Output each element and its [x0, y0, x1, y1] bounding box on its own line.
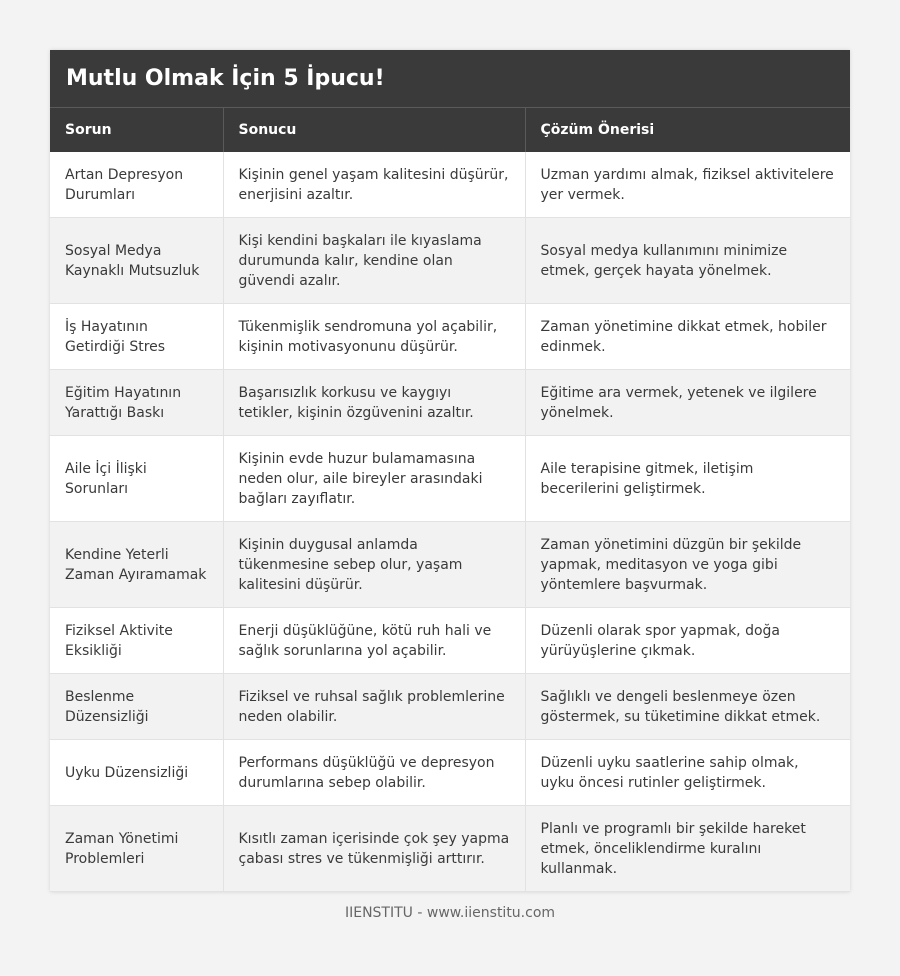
table-row [50, 218, 850, 304]
table-header-row [50, 108, 850, 152]
cell-problem: Beslenme Düzensizliği [50, 674, 223, 740]
cell-solution: Düzenli olarak spor yapmak, doğa yürüyüşlerine çıkmak. [525, 608, 850, 674]
cell-solution: Sağlıklı ve dengeli beslenmeye özen göstermek, su tüketimine dikkat etmek. [525, 674, 850, 740]
cell-result: Kişi kendini başkaları ile kıyaslama durumunda kalır, kendine olan güvendi azalır. [223, 218, 525, 304]
cell-solution: Zaman yönetimini düzgün bir şekilde yapmak, meditasyon ve yoga gibi yöntemlere başvurmak. [525, 522, 850, 608]
cell-problem: Sosyal Medya Kaynaklı Mutsuzluk [50, 218, 223, 304]
footer-credit: IIENSTITU - www.iienstitu.com [344, 905, 556, 921]
cell-result: Enerji düşüklüğüne, kötü ruh hali ve sağlık sorunlarına yol açabilir. [223, 608, 525, 674]
cell-solution: Zaman yönetimine dikkat etmek, hobiler edinmek. [525, 304, 850, 370]
cell-problem: Uyku Düzensizliği [50, 740, 223, 806]
cell-solution: Aile terapisine gitmek, iletişim becerilerini geliştirmek. [525, 436, 850, 522]
cell-problem: Artan Depresyon Durumları [50, 152, 223, 218]
cell-result: Tükenmişlik sendromuna yol açabilir, kişinin motivasyonunu düşürür. [223, 304, 525, 370]
cell-solution: Eğitime ara vermek, yetenek ve ilgilere yönelmek. [525, 370, 850, 436]
table-row [50, 522, 850, 608]
cell-problem: İş Hayatının Getirdiği Stres [50, 304, 223, 370]
cell-result: Fiziksel ve ruhsal sağlık problemlerine neden olabilir. [223, 674, 525, 740]
cell-solution: Sosyal medya kullanımını minimize etmek, gerçek hayata yönelmek. [525, 218, 850, 304]
cell-result: Kişinin evde huzur bulamamasına neden olur, aile bireyler arasındaki bağları zayıflatır. [223, 436, 525, 522]
cell-problem: Kendine Yeterli Zaman Ayıramamak [50, 522, 223, 608]
cell-solution: Uzman yardımı almak, fiziksel aktivitelere yer vermek. [525, 152, 850, 218]
table-title: Mutlu Olmak İçin 5 İpucu! [50, 50, 850, 108]
column-header-problem: Sorun [50, 108, 223, 152]
table-row [50, 806, 850, 892]
cell-problem: Aile İçi İlişki Sorunları [50, 436, 223, 522]
cell-problem: Zaman Yönetimi Problemleri [50, 806, 223, 892]
tips-table [50, 108, 850, 892]
table-row [50, 740, 850, 806]
column-header-result: Sonucu [223, 108, 525, 152]
cell-solution: Düzenli uyku saatlerine sahip olmak, uyku öncesi rutinler geliştirmek. [525, 740, 850, 806]
table-row [50, 436, 850, 522]
cell-problem: Eğitim Hayatının Yarattığı Baskı [50, 370, 223, 436]
cell-solution: Planlı ve programlı bir şekilde hareket etmek, önceliklendirme kuralını kullanmak. [525, 806, 850, 892]
cell-result: Kişinin genel yaşam kalitesini düşürür, enerjisini azaltır. [223, 152, 525, 218]
table-row [50, 370, 850, 436]
column-header-solution: Çözüm Önerisi [525, 108, 850, 152]
cell-result: Kişinin duygusal anlamda tükenmesine sebep olur, yaşam kalitesini düşürür. [223, 522, 525, 608]
cell-result: Performans düşüklüğü ve depresyon durumlarına sebep olabilir. [223, 740, 525, 806]
cell-result: Kısıtlı zaman içerisinde çok şey yapma çabası stres ve tükenmişliği arttırır. [223, 806, 525, 892]
table-row [50, 674, 850, 740]
table-row [50, 304, 850, 370]
cell-problem: Fiziksel Aktivite Eksikliği [50, 608, 223, 674]
cell-result: Başarısızlık korkusu ve kaygıyı tetikler, kişinin özgüvenini azaltır. [223, 370, 525, 436]
tips-table-card [50, 50, 850, 892]
table-row [50, 608, 850, 674]
table-row [50, 152, 850, 218]
